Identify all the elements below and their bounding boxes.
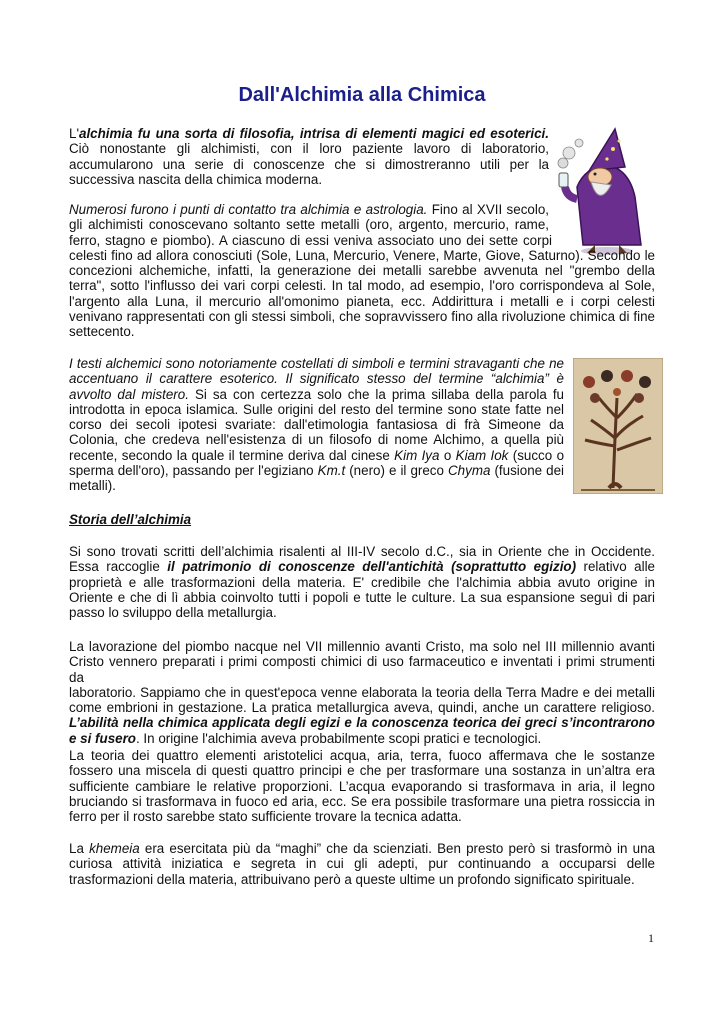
text-line: successiva nascita della chimica moderna. [69,171,323,187]
text-line: Ciò nonostante gli alchimisti, con il loro paziente lavoro di laboratorio, [69,141,549,157]
text-line: Numerosi furono i punti di contatto tra alchimia e astrologia. Fino al XVII secolo, [69,202,549,217]
text-line: concezioni alchemiche, infatti, la generazione dei metalli sarebbe avvenuta nel "grembo della [69,263,655,279]
text-line: I testi alchemici sono notoriamente costellati di simboli e termini stravaganti che ne [69,356,564,371]
text-line: recente, secondo la quale il termine deriva dal cinese Kim Iya o Kiam Iok (succo o [69,447,565,463]
text-line: l'argento alla Luna, il mercurio all'omonimo pianeta, ecc. Addirittura i metalli e i corpi celesti [69,293,655,309]
page-title: Dall'Alchimia alla Chimica [238,84,486,106]
paragraph-four-elements [69,748,655,824]
text-line: La teoria dei quattro elementi aristotelici acqua, aria, terra, fuoco affermava che le sostanze [69,748,655,763]
text-line: accumularono una serie di conoscenze che si dimostreranno utili per la [69,156,549,172]
paragraph-etymology [69,356,564,494]
alchemical-tree-illustration [573,358,663,494]
text-line: laboratorio. Sappiamo che in quest'epoca venne elaborata la teoria della Terra Madre e dei metalli [69,684,655,700]
text-line: sperma dell'oro), passando per l'egiziano Km.t (nero) e il greco Chyma (fusione dei [69,463,565,479]
text-line: bruciando si trasformava in fuoco ed aria, ecc. Se era possibile trasformare una pietra rossiccia in [69,793,655,809]
text-line: ferro, stagno e piombo). A ciascuno di essi veniva associato uno dei sette corpi [69,232,552,248]
text-line: come embrioni in gestazione. La pratica metallurgica aveva, quindi, anche un carattere religioso. [69,700,655,716]
text-line: fossero una miscela di questi quattro principi e che per trasformare una sostanza in un’altra era [69,763,655,779]
text-line: L'alchimia fu una sorta di filosofia, intrisa di elementi magici ed esoterici. [69,126,549,141]
text-line: proprietà e alle trasformazioni della materia. E' credibile che l'alchimia abbia avuto origine in [69,574,655,590]
text-line: ferro per il rosto sarebbe stato sufficiente trovare la tecnica adatta. [69,809,462,825]
text-line: avvolto dal mistero. Si sa con certezza solo che la prima sillaba della parola fu [69,386,564,402]
text-line: L’abilità nella chimica applicata degli egizi e la conoscenza teorica dei greci s’incontrarono [69,715,655,731]
text-line: sufficiente cambiare le relative proporzioni. L’acqua evaporando si trasformava in aria, il legno [69,778,655,794]
text-line: corso dei secoli ipotesi svariate: dall'etimologia fantasiosa di frà Simeone da [69,417,564,433]
text-line: passo lo sviluppo della metallurgia. [69,605,277,621]
paragraph-metallurgy [69,639,655,746]
text-line: terra", sotto l'influsso dei vari corpi celesti. In tal modo, ad esempio, l'oro corrispondeva al Sole, [69,278,655,294]
text-line: trasformazioni della materia, attribuivano però a queste ultime un profondo significato spirituale. [69,871,635,887]
text-line: introdotta in epoca islamica. Sulle origini del resto del termine sono state fatte nel [69,401,564,417]
page-number: 1 [648,931,654,945]
text-line: gli alchimisti conoscevano soltanto sette metalli (oro, argento, mercurio, rame, [69,217,549,233]
text-line: venivano rappresentati con gli stessi simboli, che sopravvissero fino alla rivoluzione chimica di fine [69,309,655,325]
text-line: metalli). [69,478,116,494]
section-heading: Storia dell’alchimia [69,512,192,527]
text-line: celesti fino ad allora conosciuti (Sole, Luna, Mercurio, Venere, Marte, Giove, Saturno). Secondo le [69,247,655,263]
text-line: Colonia, che credeva nell'esistenza di un filosofo di nome Alchimo, a quella più [69,432,564,448]
text-line: Oriente e che di lì abbia coinvolto tutti i popoli e tutte le culture. La sua espansione seguì di pari [69,589,655,605]
text-line: curiosa attività iniziatica e segreta in cui gli adepti, pur continuando a occuparsi delle [69,856,655,872]
text-line: accentuano il carattere esoterico. Il significato stesso del termine “alchimia” è [69,371,564,387]
paragraph-intro [69,126,549,187]
paragraph-astrology [69,202,655,340]
paragraph-khemeia [69,841,655,887]
text-line: La khemeia era esercitata più da “maghi” che da scienziati. Ben presto però si trasformò in una [69,841,655,856]
text-line: settecento. [69,324,135,340]
text-line: Cristo vennero preparati i primi composti chimici di uso farmaceutico e inventati i primi strumenti da [69,654,655,685]
text-line: La lavorazione del piombo nacque nel VII millennio avanti Cristo, ma solo nel III millennio avanti [69,639,655,654]
paragraph-history [69,544,655,620]
text-line: Si sono trovati scritti dell’alchimia risalenti al III-IV secolo d.C., sia in Oriente che in Occidente. [69,544,655,559]
text-line: Essa raccoglie il patrimonio di conoscenze dell'antichità (soprattutto egizio) relativo alle [69,559,655,575]
text-line: e si fusero. In origine l'alchimia aveva probabilmente scopi pratici e tecnologici. [69,730,542,746]
